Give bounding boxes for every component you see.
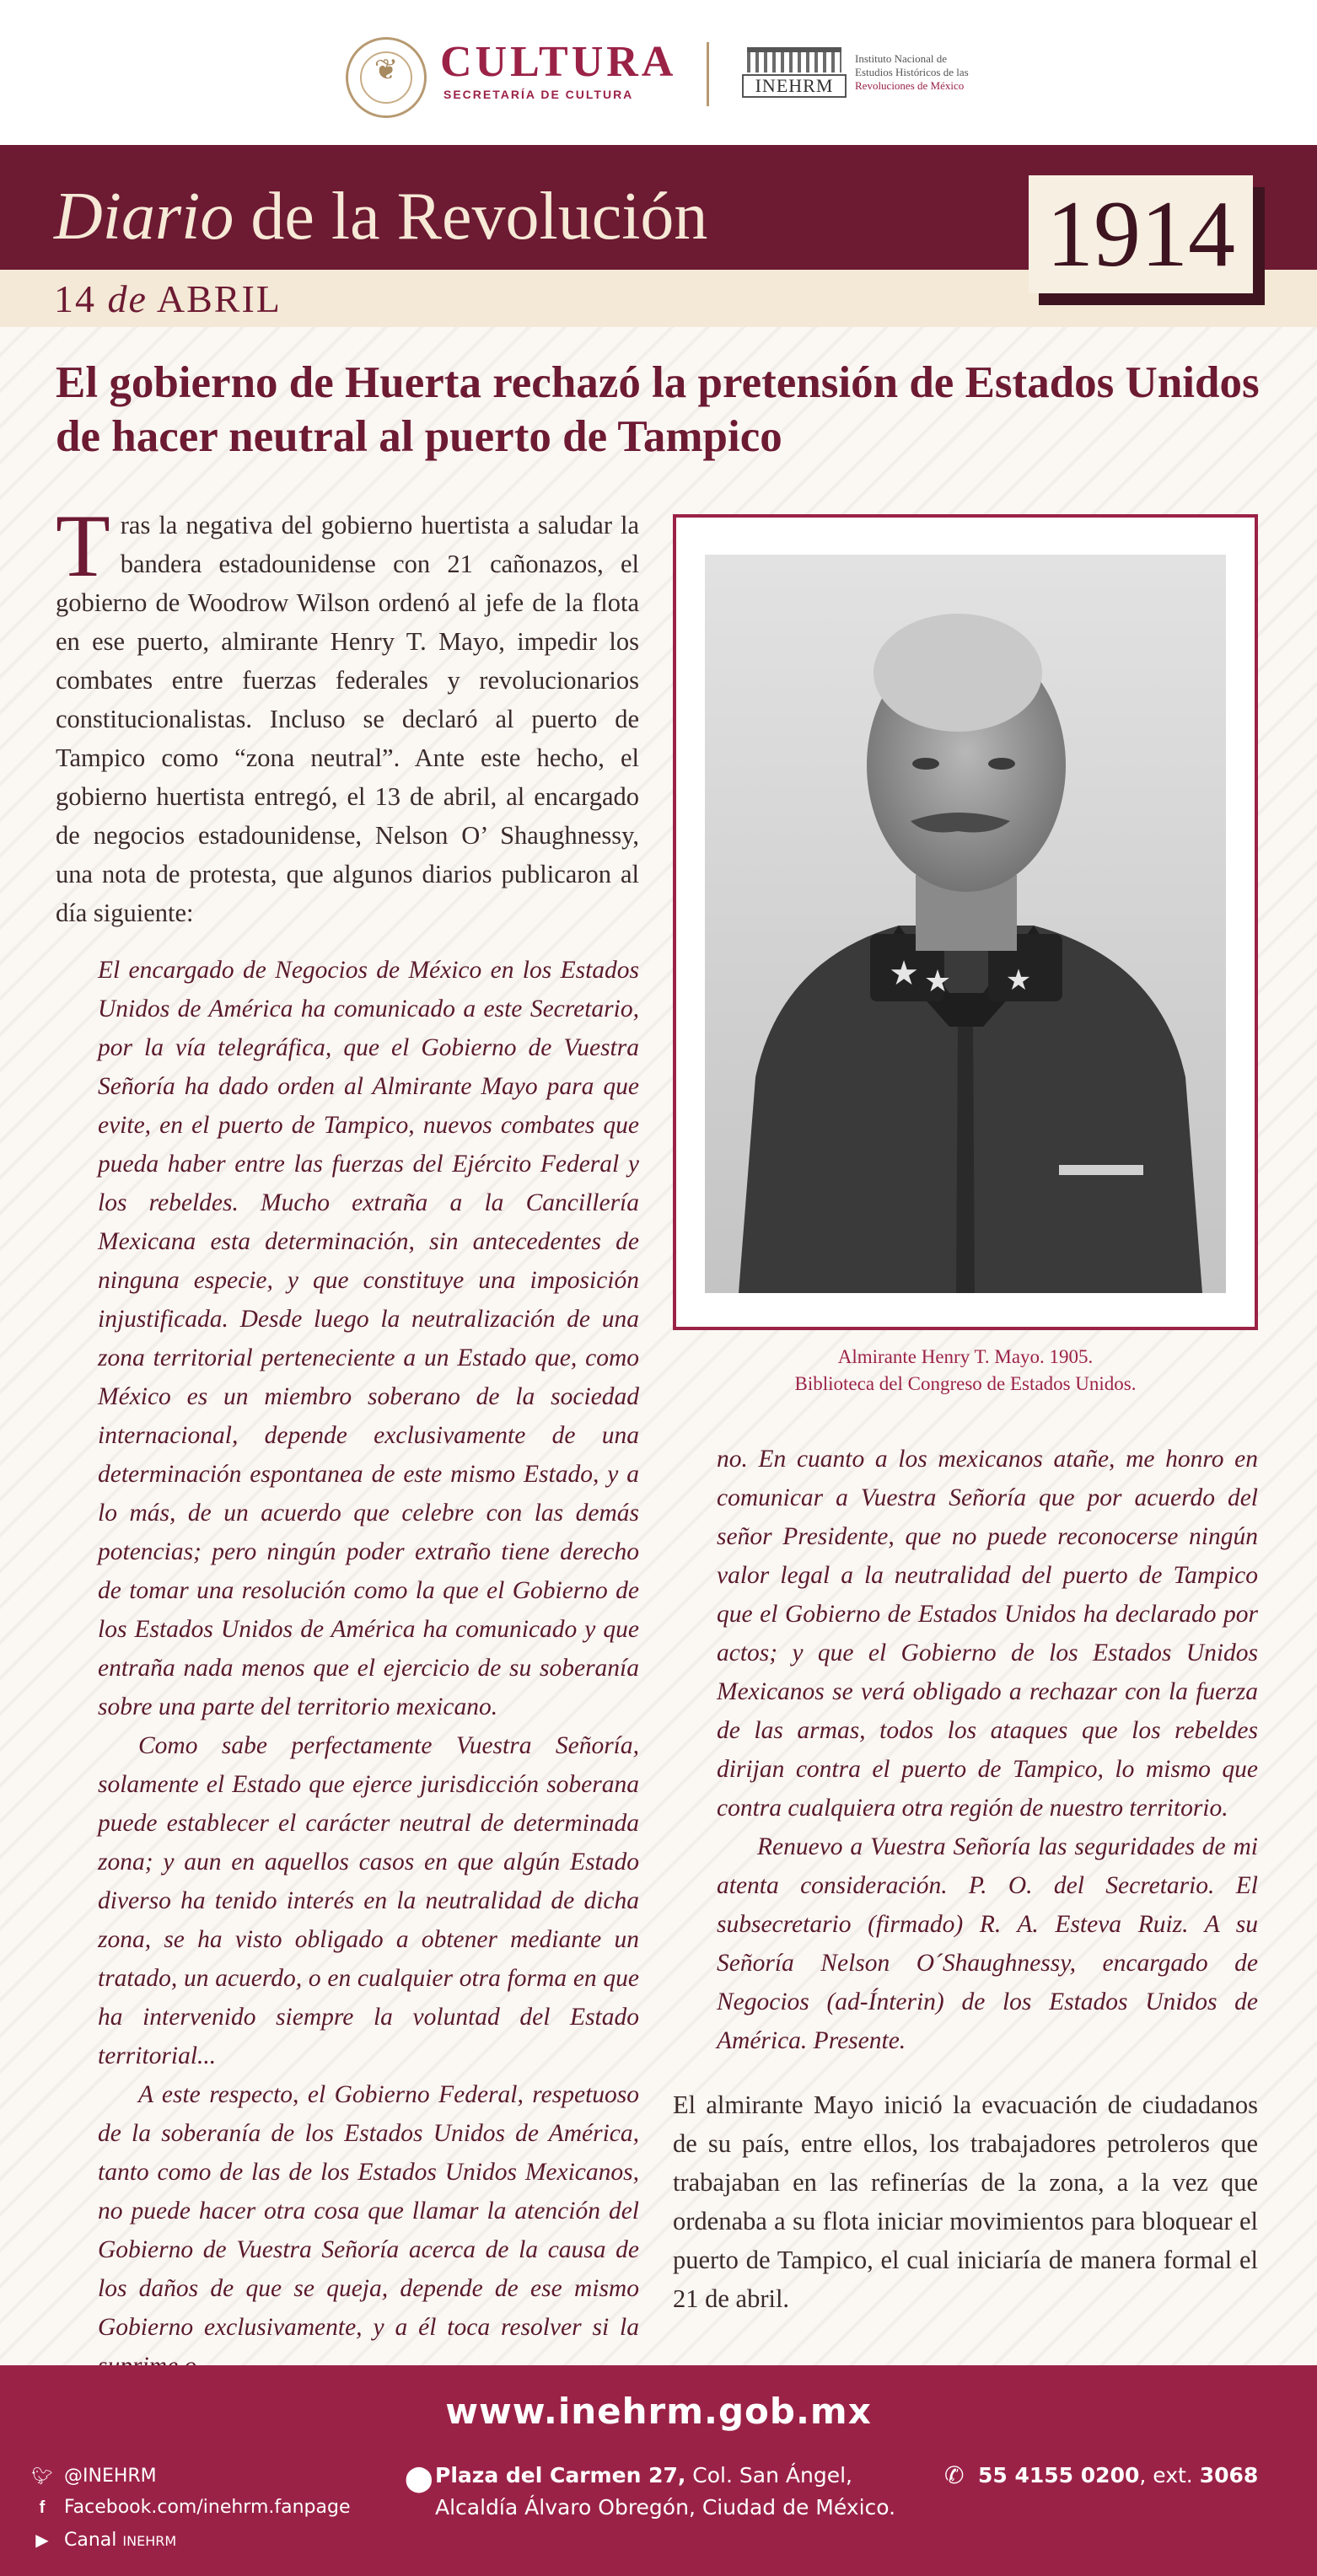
quote-right-column xyxy=(717,1440,1258,2060)
photo-caption-line1: Almirante Henry T. Mayo. 1905. xyxy=(837,1346,1094,1367)
youtube-label: Canal xyxy=(64,2530,117,2551)
location-pin-icon: ⬤ xyxy=(405,2464,433,2493)
page-footer xyxy=(0,2365,1317,2576)
article-closing: El almirante Mayo inició la evacuación de ciudadanos de su país, entre ellos, los trabajadores petroleros que trabajaban en las refinerías de la zona, a la vez que ordenaba a su flota iniciar movimientos para bloquear el puerto de Tampico, el cual iniciaría de manera formal el 21 de abril. xyxy=(673,2090,1258,2313)
issue-date xyxy=(54,276,282,321)
eagle-glyph: ❦ xyxy=(374,53,399,87)
youtube-channel: INEHRM xyxy=(122,2533,177,2549)
inehrm-wordmark: INEHRM xyxy=(742,74,847,98)
logo-row xyxy=(0,30,1317,115)
svg-text:★: ★ xyxy=(1005,963,1032,997)
intro-text: ras la negativa del gobierno huertista a saludar la bandera estadounidense con 21 cañonazos, el gobierno de Woodrow Wilson ordenó al jefe de la flota en ese puerto, almirante Henry T. Mayo, impedir los combates entre fuerzas federales y revolucionarios constitucionalistas. Incluso se declaró al puerto de Tampico como “zona neutral”. Ante este hecho, el gobierno huertista entregó, el 13 de abril, al encargado de negocios estadounidense, Nelson O’ Shaughnessy, una nota de protesta, que algunos diarios publicaron al día siguiente: xyxy=(56,511,639,927)
address-block xyxy=(405,2460,896,2524)
date-day: 14 xyxy=(54,277,96,320)
top-header xyxy=(0,0,1317,145)
phone-block[interactable] xyxy=(944,2460,1259,2492)
admiral-mayo-photo xyxy=(705,555,1226,1293)
phone-ext-label: , ext. xyxy=(1139,2463,1200,2487)
quote-left-column xyxy=(98,951,639,2385)
cultura-logo[interactable]: CULTURA xyxy=(440,38,677,86)
youtube-icon: ▶ xyxy=(35,2530,49,2550)
portrait-illustration xyxy=(705,555,1226,1293)
svg-text:★: ★ xyxy=(923,964,952,999)
twitter-icon: 🐦︎ xyxy=(31,2466,53,2486)
quote-paragraph-1: El encargado de Negocios de México en los Estados Unidos de América ha comunicado a este Secretario, por la vía telegráfica, que el Gobierno de Vuestra Señoría ha dado orden al Almirante Mayo para que evite, en el puerto de Tampico, nuevos combates que pueda haber entre las fuerzas del Ejército Federal y los rebeldes. Mucho extraña a la Cancillería Mexicana esta determinación, sin antecedentes de ninguna especie, y que constituye una imposición injustificada. Desde luego la neutralización de una zona territorial perteneciente a un Estado que, como México es un miembro soberano de la sociedad internacional, depende exclusivamente de una determinación espontanea de este mismo Estado, y a lo más, de un acuerdo que celebre con las demás potencias; pero ningún poder extraño tiene derecho de tomar una resolución como la que el Gobierno de los Estados Unidos de América ha comunicado y que entraña nada menos que el ejercicio de su soberanía sobre una parte del territorio mexicano. xyxy=(98,957,639,1720)
youtube-link[interactable] xyxy=(30,2524,351,2556)
inehrm-name-line1: Instituto Nacional de xyxy=(855,52,948,65)
date-month: ABRIL xyxy=(156,277,282,320)
address-line1 xyxy=(435,2460,895,2492)
photo-frame xyxy=(673,514,1258,1330)
article-intro xyxy=(56,496,639,932)
year-box xyxy=(1029,175,1253,293)
social-links xyxy=(30,2460,351,2556)
quote-paragraph-5: Renuevo a Vuestra Señoría las seguridades de mi atenta consideración. P. O. del Secretario. El subsecretario (firmado) R. A. Esteva Ruiz. A su Señoría Nelson O´Shaughnessy, encargado de Negocios (ad-Ínterin) de los Estados Unidos de América. Presente. xyxy=(717,1833,1258,2054)
twitter-handle: @INEHRM xyxy=(64,2466,157,2487)
address-line2: Alcaldía Álvaro Obregón, Ciudad de México. xyxy=(435,2495,896,2520)
phone-ext: 3068 xyxy=(1199,2463,1259,2487)
inehrm-name-line3: Revoluciones de México xyxy=(855,79,965,92)
date-de: de xyxy=(107,277,148,320)
phone-icon: ✆ xyxy=(944,2461,965,2489)
photo-caption-line2: Biblioteca del Congreso de Estados Unidos. xyxy=(794,1373,1137,1394)
drop-cap: T xyxy=(56,496,110,595)
inehrm-logo[interactable] xyxy=(742,47,847,99)
cultura-subtitle: SECRETARÍA DE CULTURA xyxy=(443,88,634,101)
quote-paragraph-4: no. En cuanto a los mexicanos atañe, me honro en comunicar a Vuestra Señoría que por acuerdo del señor Presidente, que no puede reconocerse ningún valor legal a la neutralidad del puerto de Tampico que el Gobierno de Estados Unidos ha declarado por actos; y que el Gobierno de los Estados Unidos Mexicanos se verá obligado a rechazar con la fuerza de las armas, todos los ataques que los rebeldes dirijan contra el puerto de Tampico, lo mismo que contra cualquiera otra región de nuestro territorio. xyxy=(717,1446,1258,1822)
address-colonia: Col. San Ángel, xyxy=(685,2463,852,2487)
facebook-icon: f xyxy=(39,2498,46,2517)
mexican-seal-icon xyxy=(346,37,427,118)
logo-divider xyxy=(707,42,709,106)
facebook-link[interactable] xyxy=(30,2492,351,2524)
svg-text:★: ★ xyxy=(889,954,919,993)
twitter-link[interactable] xyxy=(30,2460,351,2492)
inehrm-building-icon xyxy=(747,47,841,72)
page-title xyxy=(54,179,707,255)
article-headline: El gobierno de Huerta rechazó la pretensión de Estados Unidos de hacer neutral al puerto de Tampico xyxy=(56,358,1260,461)
year-label: 1914 xyxy=(1046,182,1235,287)
facebook-url: Facebook.com/inehrm.fanpage xyxy=(64,2497,351,2518)
address-street: Plaza del Carmen 27, xyxy=(435,2463,686,2487)
website-link[interactable]: www.inehrm.gob.mx xyxy=(445,2391,872,2432)
inehrm-name xyxy=(855,52,969,93)
title-rest: de la Revolución xyxy=(234,180,708,254)
inehrm-name-line2: Estudios Históricos de las xyxy=(855,66,969,78)
title-italic: Diario xyxy=(54,180,234,254)
phone-number: 55 4155 0200 xyxy=(978,2463,1140,2487)
photo-caption xyxy=(673,1344,1258,1398)
quote-paragraph-2: Como sabe perfectamente Vuestra Señoría, solamente el Estado que ejerce jurisdicción soberana puede establecer el carácter neutral de determinada zona; y aun en aquellos casos en que algún Estado diverso ha tenido interés en la neutralidad de dicha zona, se ha visto obligado a obtener mediante un tratado, un acuerdo, o en cualquier otra forma en que ha intervenido siempre la voluntad del Estado territorial... xyxy=(98,1732,639,2069)
quote-paragraph-3: A este respecto, el Gobierno Federal, respetuoso de la soberanía de los Estados Unidos de América, tanto como de las de los Estados Unidos Mexicanos, no puede hacer otra cosa que llamar la atención del Gobierno de Vuestra Señoría acerca de la causa de los daños de que se queja, depende de ese mismo Gobierno exclusivamente, y a él toca resolver si la xyxy=(98,2081,639,2341)
